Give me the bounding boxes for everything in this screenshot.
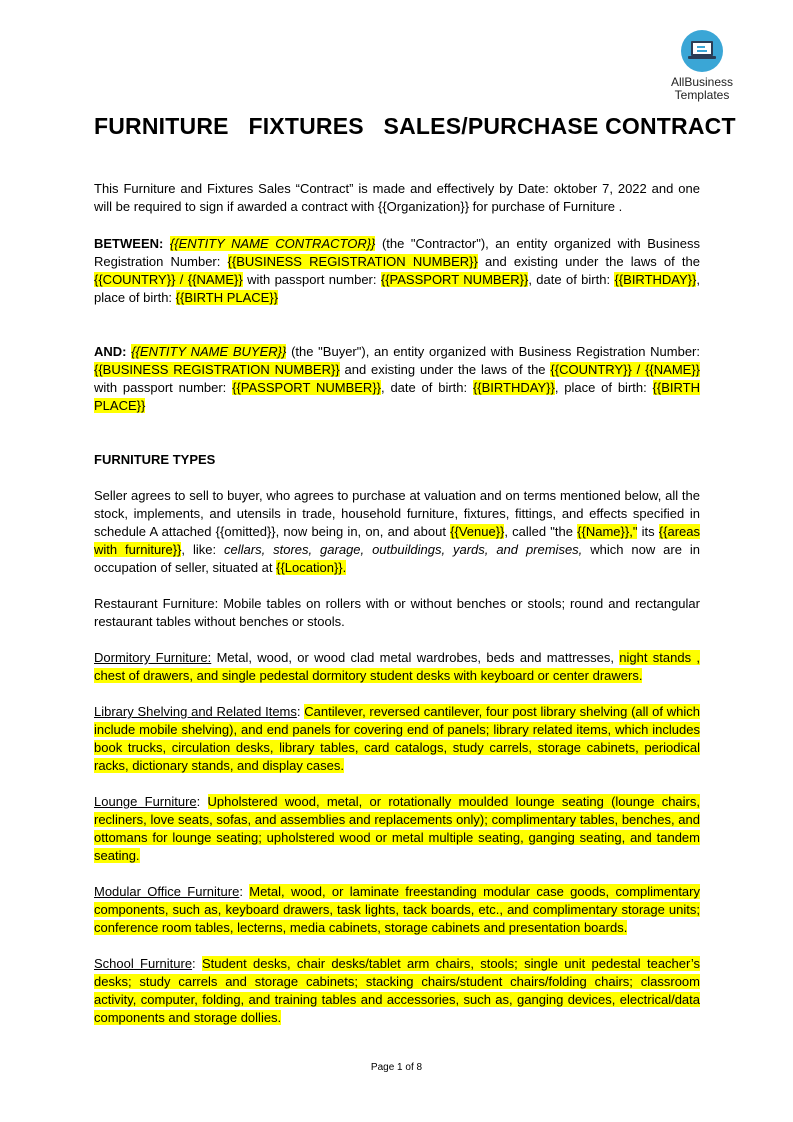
library-shelving-paragraph: Library Shelving and Related Items: Cantilever, reversed cantilever, four post library shelving (all of which include mobile shelving), and end panels for covering end of panels; library related items, which includes book trucks, circulation desks, library tables, card catalogs, study carrels, storage cabinets, periodical racks, dictionary stands, and display cases. xyxy=(94,704,701,773)
laptop-icon xyxy=(681,30,723,72)
lounge-furniture-paragraph: Lounge Furniture: Upholstered wood, metal, or rotationally moulded lounge seating (lounge chairs, recliners, love seats, sofas, and assemblies and replacements only); complimentary tables, benches, and ottomans for lounge seating; upholstered wood or metal multiple seating, ganging seating, and tandem seating. xyxy=(94,794,700,863)
buyer-passport-field: {{PASSPORT NUMBER}} xyxy=(232,380,382,395)
areas-field: {{areas with furniture}} xyxy=(94,524,700,557)
page-number: Page 1 of 8 xyxy=(370,1062,423,1073)
contractor-registration-field: {{BUSINESS REGISTRATION NUMBER}} xyxy=(227,254,478,269)
restaurant-furniture-paragraph: Restaurant Furniture: Mobile tables on rollers with or without benches or stools; round and rectangular restaurant tables without benches or stools. xyxy=(94,596,700,629)
name-field: {{Name}}," xyxy=(577,524,638,539)
contractor-country-field: {{COUNTRY}} / {{NAME}} xyxy=(94,272,243,287)
document-body xyxy=(94,180,700,1027)
buyer-country-field: {{COUNTRY}} / {{NAME}} xyxy=(550,362,701,377)
contractor-birthplace-field: {{BIRTH PLACE}} xyxy=(175,290,279,305)
contractor-passport-field: {{PASSPORT NUMBER}} xyxy=(380,272,529,287)
sale-terms-paragraph: Seller agrees to sell to buyer, who agrees to purchase at valuation and on terms mentioned below, all the stock, implements, and utensils in trade, household furniture, fixtures, fittings, and effects specified in schedule A attached {{omitted}}, now being in, on, and about {{Venue}}, called "the {{Name}}," its {{areas with furniture}}, like: cellars, stores, garage, outbuildings, yards, and premises, which now are in occupation of seller, situated at {{Location}}. xyxy=(94,488,700,575)
modular-office-furniture-paragraph: Modular Office Furniture: Metal, wood, or laminate freestanding modular case goods, complimentary components, such as, keyboard drawers, task lights, tack boards, etc., and complimentary storage units; conference room tables, lecterns, media cabinets, storage cabinets and presentation boards. xyxy=(94,884,700,935)
dormitory-furniture-paragraph: Dormitory Furniture: Metal, wood, or wood clad metal wardrobes, beds and mattresses, night stands , chest of drawers, and single pedestal dormitory student desks with keyboard or center drawers. xyxy=(94,650,700,683)
venue-field: {{Venue}} xyxy=(450,524,505,539)
buyer-birthplace-field: {{BIRTH PLACE}} xyxy=(94,380,700,413)
brand-logo xyxy=(662,30,742,102)
document-title: FURNITURE FIXTURES SALES/PURCHASE CONTRACT xyxy=(94,113,736,139)
buyer-registration-field: {{BUSINESS REGISTRATION NUMBER}} xyxy=(94,362,340,377)
contractor-birthday-field: {{BIRTHDAY}} xyxy=(614,272,697,287)
brand-name: AllBusiness Templates xyxy=(670,75,734,102)
intro-paragraph: This Furniture and Fixtures Sales “Contract” is made and effectively by Date: oktober 7, 2022 and one will be required to sign if awarded a contract with {{Organization}} for purchase of Furniture . xyxy=(94,181,700,214)
between-paragraph: BETWEEN: {{ENTITY NAME CONTRACTOR}} (the "Contractor"), an entity organized with Business Registration Number: {{BUSINESS REGISTRATION NUMBER}} and existing under the laws of the {{COUNTRY}} / {{NAME}} with passport number: {{PASSPORT NUMBER}}, date of birth: {{BIRTHDAY}}, place of birth: {{BIRTH PLACE}} xyxy=(94,236,700,305)
buyer-entity-field: {{ENTITY NAME BUYER}} xyxy=(131,344,287,359)
buyer-birthday-field: {{BIRTHDAY}} xyxy=(472,380,555,395)
furniture-types-heading: FURNITURE TYPES xyxy=(94,452,216,467)
and-paragraph: AND: {{ENTITY NAME BUYER}} (the "Buyer"), an entity organized with Business Registration Number: {{BUSINESS REGISTRATION NUMBER}} and existing under the laws of the {{COUNTRY}} / {{NAME}} with passport number: {{PASSPORT NUMBER}}, date of birth: {{BIRTHDAY}}, place of birth: {{BIRTH PLACE}} xyxy=(94,344,701,413)
school-furniture-paragraph: School Furniture: Student desks, chair desks/tablet arm chairs, stools; single unit pedestal teacher’s desks; study carrels and storage cabinets; stacking chairs/student chairs/folding chairs; classroom activity, computer, folding, and training tables and accessories, such as, ganging devices, electrical/data components and storage dollies. xyxy=(94,956,700,1025)
location-field: {{Location}}. xyxy=(276,560,347,575)
contractor-entity-field: {{ENTITY NAME CONTRACTOR}} xyxy=(169,236,376,251)
